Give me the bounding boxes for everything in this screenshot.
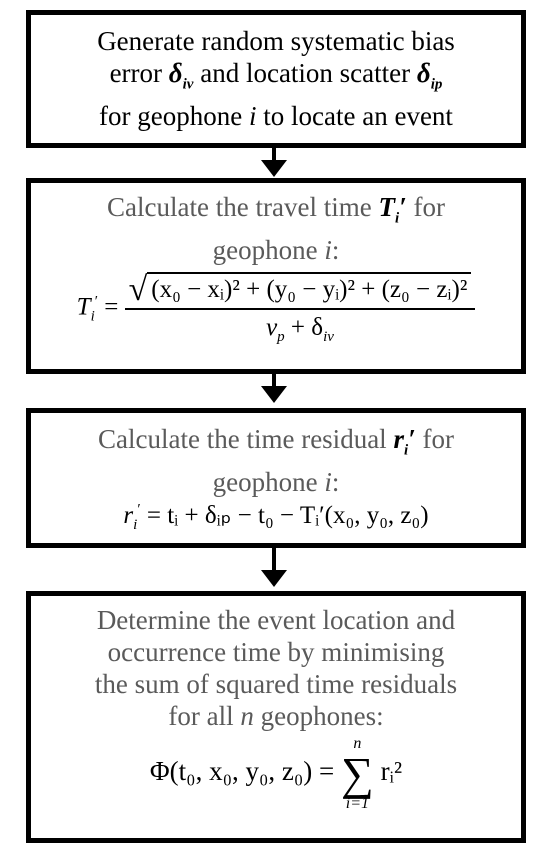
step3-line2: geophone i: <box>212 467 340 498</box>
residual-equation: $r_i'$ = tᵢ + δᵢₚ − t₀ − Tᵢ′(x₀, y₀, z₀) <box>123 502 429 534</box>
step2-line2: geophone i: <box>212 235 340 266</box>
arrow-3-shaft <box>272 548 276 572</box>
travel-time-equation: $T_i'$ = $\frac{\text{√ (x₀ − xᵢ)² + (y₀ − yᵢ)² + (z₀ − zᵢ)²}}{v_p + \delta_{iv}}$ <box>31 272 521 346</box>
step1-line2: error $\delta_{iv}$ and location scatter $\delta_{ip}$ <box>109 58 443 93</box>
step1-line1: Generate random systematic bias <box>97 26 455 56</box>
arrow-3-head <box>261 570 287 587</box>
summation-symbol: n ∑ i=1 <box>341 735 374 812</box>
arrow-1-head <box>261 160 287 177</box>
objective-equation: Φ(t₀, x₀, y₀, z₀) = n ∑ i=1 rᵢ² <box>149 735 403 812</box>
step2-line1: Calculate the travel time $T_i'$ for <box>107 192 445 227</box>
arrow-2-head <box>261 386 287 403</box>
step3-line1: Calculate the time residual $r_i'$ for <box>98 424 454 459</box>
step4-line3: the sum of squared time residuals <box>94 669 458 699</box>
step-minimise-box <box>26 591 526 843</box>
step4-line4: for all n geophones: <box>168 701 384 731</box>
step-generate-box <box>26 10 526 148</box>
step-travel-time-box <box>26 178 526 374</box>
step4-line1: Determine the event location and <box>96 605 456 635</box>
step-residual-box <box>26 408 526 548</box>
step4-line2: occurrence time by minimising <box>107 637 445 667</box>
step1-line3: for geophone i to locate an event <box>99 101 453 132</box>
